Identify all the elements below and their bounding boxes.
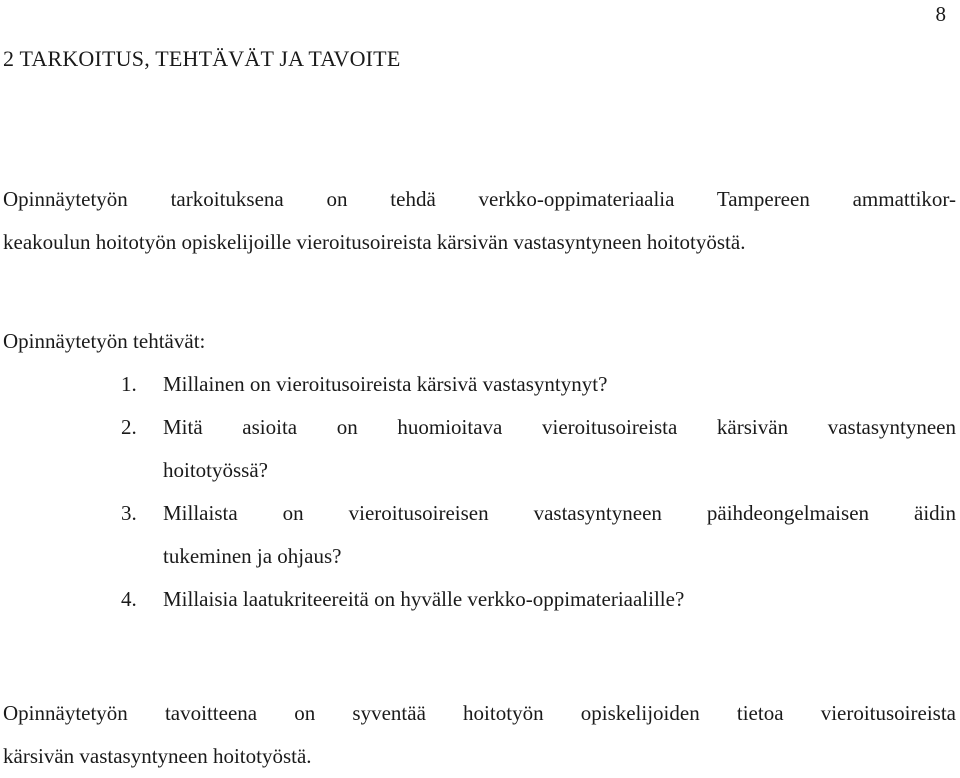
task-text-continued: hoitotyössä? xyxy=(163,458,268,482)
tasks-label: Opinnäytetyön tehtävät: xyxy=(3,329,206,353)
purpose-paragraph xyxy=(3,178,956,264)
goal-line-1: Opinnäytetyön tavoitteena on syventää hoitotyön opiskelijoiden tietoa vieroitusoireista xyxy=(3,701,956,725)
task-number: 1. xyxy=(121,372,137,396)
section-heading: 2 TARKOITUS, TEHTÄVÄT JA TAVOITE xyxy=(3,46,401,71)
task-text: Millaisia laatukriteereitä on hyvälle verkko-oppimateriaalille? xyxy=(163,587,685,611)
task-text: Millaista on vieroitusoireisen vastasyntyneen päihdeongelmaisen äidin xyxy=(163,501,956,525)
task-number: 2. xyxy=(121,415,137,439)
tasks-list xyxy=(0,363,956,621)
goal-paragraph xyxy=(3,692,956,778)
purpose-line-1: Opinnäytetyön tarkoituksena on tehdä verkko-oppimateriaalia Tampereen ammattikor- xyxy=(3,187,956,211)
task-item-4 xyxy=(0,578,956,621)
page-number: 8 xyxy=(935,2,946,26)
task-item-2 xyxy=(0,406,956,492)
task-number: 3. xyxy=(121,501,137,525)
purpose-line-2: keakoulun hoitotyön opiskelijoille vieroitusoireista kärsivän vastasyntyneen hoitotyöstä. xyxy=(3,230,746,254)
task-text-continued: tukeminen ja ohjaus? xyxy=(163,544,342,568)
task-text: Millainen on vieroitusoireista kärsivä vastasyntynyt? xyxy=(163,372,608,396)
task-item-1 xyxy=(0,363,956,406)
task-number: 4. xyxy=(121,587,137,611)
goal-line-2: kärsivän vastasyntyneen hoitotyöstä. xyxy=(3,744,312,768)
task-item-3 xyxy=(0,492,956,578)
task-text: Mitä asioita on huomioitava vieroitusoireista kärsivän vastasyntyneen xyxy=(163,415,956,439)
